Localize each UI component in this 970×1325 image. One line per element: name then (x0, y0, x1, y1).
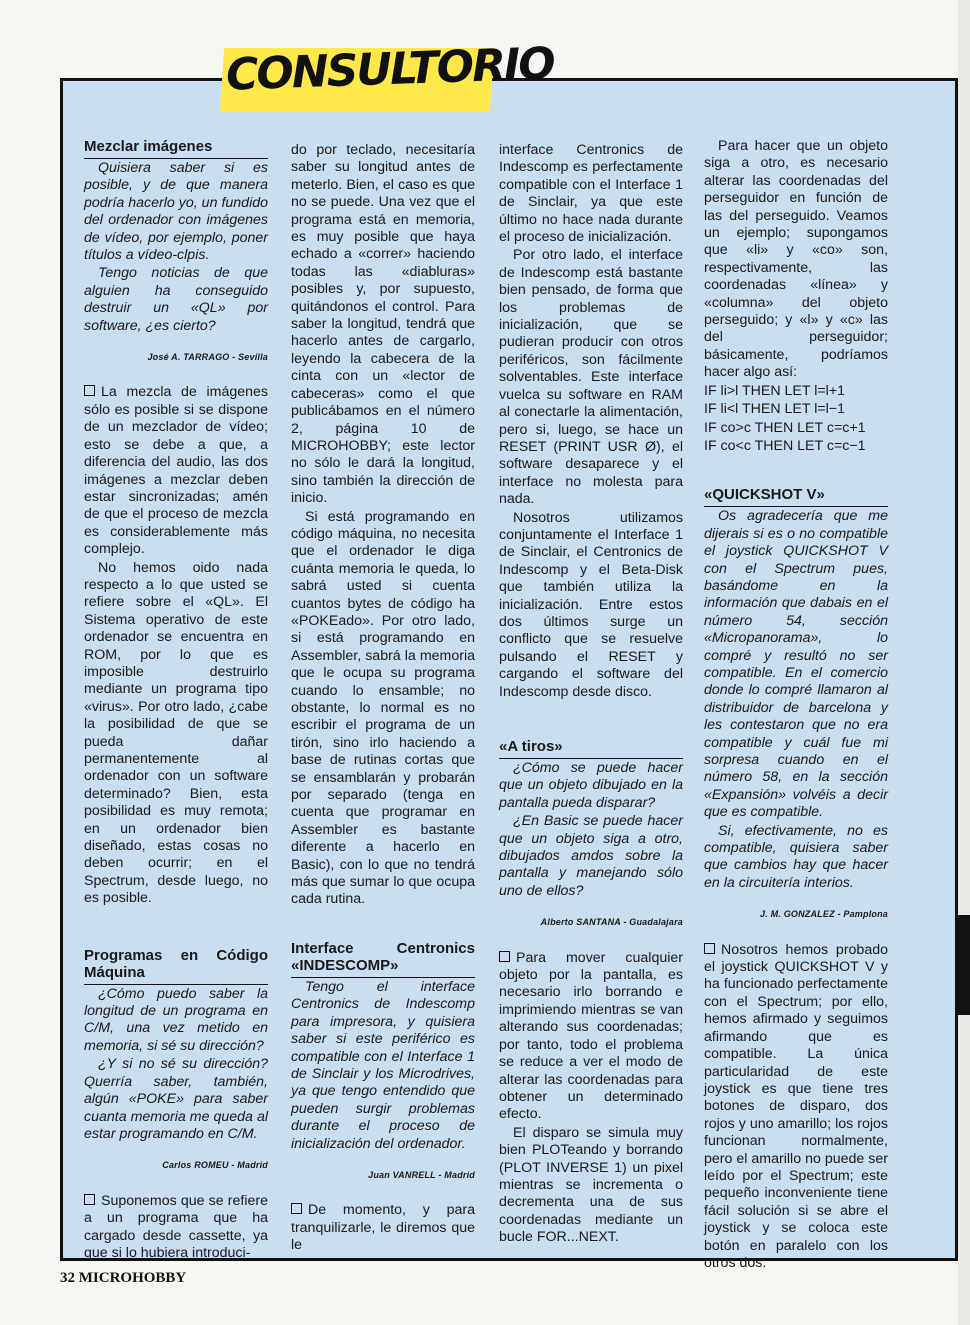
code-line: IF co<c THEN LET c=c−1 (704, 437, 866, 454)
question-text: ¿Cómo se puede hacer que un objeto dibujado en la pantalla pueda disparar? (499, 760, 683, 811)
answer-text (291, 1202, 475, 1254)
answer-box-icon (704, 943, 715, 954)
answer-text: Si está programando en código máquina, no necesita que el ordenador le diga cuánta memoria le queda, lo sabrá usted si cuenta cuantos bytes de código ha «POKEado». Por otro lado, si está programando en Assembler, sabrá la memoria que le ocupa su programa cuando lo ensamble; no obstante, lo normal es no escribir el programa de un tirón, sino irlo haciendo a base de rutinas cortas que se ensamblarán y probarán por separado (tenga en cuenta que programar en Assembler es bastante diferente a hacerlo en Basic), con lo que no tendrá más que sumar lo que ocupa cada rutina. (291, 508, 475, 908)
answer-text-content: Suponemos que se refiere a un programa que ha cargado desde cassette, ya que si lo hubiera introduci- (84, 1192, 268, 1261)
answer-box-icon (84, 1194, 95, 1205)
answer-box-icon (84, 385, 95, 396)
code-line: IF co>c THEN LET c=c+1 (704, 419, 866, 436)
answer-text: do por teclado, necesitaría saber su longitud antes de meterlo. Bien, el caso es que no se puede. Una vez que el programa está en memoria, es muy posible que haya echado a «correr» haciendo todas las «diabluras» posibles y, por supuesto, quitándonos el control. Para saber la longitud, tendrá que hacerlo antes de cargarlo, leyendo la cabecera de la cinta con un «lector de cabeceras» como el que publicábamos en el número 2, página 10 de MICROHOBBY; este lector no sólo le dará la longitud, sino también la dirección de inicio. (291, 142, 475, 507)
signature: José A. TARRAGO - Sevilla (147, 352, 268, 363)
answer-text: interface Centronics de Indescomp es perfectamente compatible con el Interface 1 de Sinclair, ya que este último no hace nada durante el proceso de inicialización. (499, 142, 683, 246)
column-2 (291, 142, 475, 1256)
question-text: Os agradecería que me dijerais si es o no compatible el joystick QUICKSHOT V con el Spectrum pues, basándome en la información que dabais en el número 54, sección «Micropanorama», lo compré y resultó no ser compatible. En el comercio donde lo compré llamaron al distribuidor de barcelona y les contestaron que no era compatible y cuál fue mi sorpresa cuando en el número 58, en la sección «Expansión» volvéis a decir que es compatible. (704, 508, 888, 821)
code-line: IF li>l THEN LET l=l+1 (704, 382, 846, 399)
question-text: Si, efectivamente, no es compatible, quisiera saber que cambios hay que hacer en la circuitería interios. (704, 822, 888, 891)
section-title-mezclar: Mezclar imágenes (84, 138, 268, 159)
section-title-a-tiros: «A tiros» (499, 738, 683, 759)
answer-text-content: De momento, y para tranquilizarle, le diremos que le (291, 1202, 475, 1254)
header-rule (486, 78, 958, 81)
column-4 (704, 138, 888, 1273)
signature: Carlos ROMEU - Madrid (162, 1160, 268, 1171)
answer-text (499, 950, 683, 1124)
signature: Alberto SANTANA - Guadalajara (540, 917, 683, 928)
section-title-quickshot: «QUICKSHOT V» (704, 486, 888, 507)
code-line: IF li<l THEN LET l=l−1 (704, 401, 846, 418)
section-title-codigo-maquina: Programas en Código Máquina (84, 947, 268, 985)
answer-text: No hemos oido nada respecto a lo que usted se refiere sobre el «QL». El Sistema operativo de este ordenador se encuentra en ROM, por lo que es imposible destruirlo mediante un programa tipo «virus». Por otro lado, ¿cabe la posibilidad de que se pueda dañar permanentemente al ordenador con un software determinado? Bien, esta posibilidad es muy remota; en un ordenador bien diseñado, estas cosas no deben ocurrir; en el Spectrum, desde luego, no es posible. (84, 559, 268, 907)
question-text: Quisiera saber si es posible, y de que manera podría hacerlo yo, un fundido del ordenador con imágenes de vídeo, por ejemplo, poner títulos a vídeo-clpis. (84, 160, 268, 264)
column-3 (499, 142, 683, 1248)
page-edge (958, 0, 970, 1325)
answer-text (704, 942, 888, 1273)
answer-text-content: La mezcla de imágenes sólo es posible si se dispone de un mezclador de vídeo; esto se debe a que, a diferencia del audio, las dos imágenes a mezclar deben estar sincronizadas; amén de que el proceso de mezcla es considerablemente más complejo. (84, 384, 268, 558)
answer-box-icon (499, 951, 510, 962)
question-text: Tengo el interface Centronics de Indescomp para impresora, y quisiera saber si este periférico es compatible con el Interface 1 de Sinclair y los Microdrives, ya que tengo entendido que pueden surgir problemas durante el proceso de inicialización del ordenador. (291, 978, 475, 1152)
signature: J. M. GONZALEZ - Pamplona (759, 909, 888, 920)
answer-text: Nosotros utilizamos conjuntamente el Interface 1 de Sinclair, el Centronics de Indescomp y el Beta-Disk que también utiliza la inicialización. Entre estos dos últimos surge un conflicto que se resuelve pulsando el RESET y cargando el software del Indescomp desde disco. (499, 509, 683, 700)
answer-text: Por otro lado, el interface de Indescomp está bastante bien pensado, de forma que los problemas de inicialización, que se pudieran producir con otros periféricos, son fácilmente solventables. Este interface vuelca su software en RAM al conectarle la alimentación, pero si, luego, se hace un RESET (PRINT USR Ø), el software desaparece y el interface no molesta para nada. (499, 247, 683, 508)
answer-text: El disparo se simula muy bien PLOTeando y borrando (PLOT INVERSE 1) un pixel mientras se incrementa o decrementa una de sus coordenadas mediante un bucle FOR...NEXT. (499, 1124, 683, 1246)
question-text: ¿En Basic se puede hacer que un objeto siga a otro, dibujados amdos sobre la pantalla y manejando sólo uno de ellos? (499, 813, 683, 899)
answer-box-icon (291, 1203, 302, 1214)
section-header-title: CONSULTORIO (225, 38, 555, 101)
section-title-centronics: Interface Centronics «INDESCOMP» (291, 940, 475, 978)
answer-text-content: Para mover cualquier objeto por la pantalla, es necesario irlo borrando e imprimiendo mientras se van alterando sus coordenadas; por tanto, todo el problema se reduce a ver el modo de alterar las coordenadas para obtener un determinado efecto. (499, 949, 683, 1123)
page-footer: 32 MICROHOBBY (60, 1270, 187, 1286)
answer-text (84, 1193, 268, 1263)
answer-text-content: Nosotros hemos probado el joystick QUICKSHOT V y ha funcionado perfectamente con el Spectrum; por ello, hemos afirmado y seguimos afirmando que es compatible. La única particularidad de este joystick es que tiene tres botones de disparo, dos rojos y uno amarillo; los rojos funcionan normalmente, pero el amarillo no puede ser leído por el Spectrum; este pequeño inconveniente tiene fácil solución si se abre el joystick y se coloca este botón en paralelo con los otros dos. (704, 941, 888, 1271)
question-text: Tengo noticias de que alguien ha conseguido destruir un «QL» por software, ¿es cierto? (84, 265, 268, 334)
signature: Juan VANRELL - Madrid (368, 1169, 475, 1180)
answer-text (84, 384, 268, 558)
answer-text: Para hacer que un objeto siga a otro, es necesario alterar las coordenadas del perseguidor en función de las del perseguido. Veamos un ejemplo; supongamos que «li» y «co» son, respectivamente, las coordenadas «línea» y «columna» del objeto perseguido; y «l» y «c» las del perseguidor; básicamente, podríamos hacer algo así: (704, 138, 888, 381)
question-text: ¿Y si no sé su dirección? Querría saber, también, algún «POKE» para saber cuanta memoria me queda al estar programando en C/M. (84, 1056, 268, 1142)
column-1 (84, 138, 268, 1263)
question-text: ¿Cómo puedo saber la longitud de un programa en C/M, una vez metido en memoria, si sé su dirección? (84, 985, 268, 1054)
